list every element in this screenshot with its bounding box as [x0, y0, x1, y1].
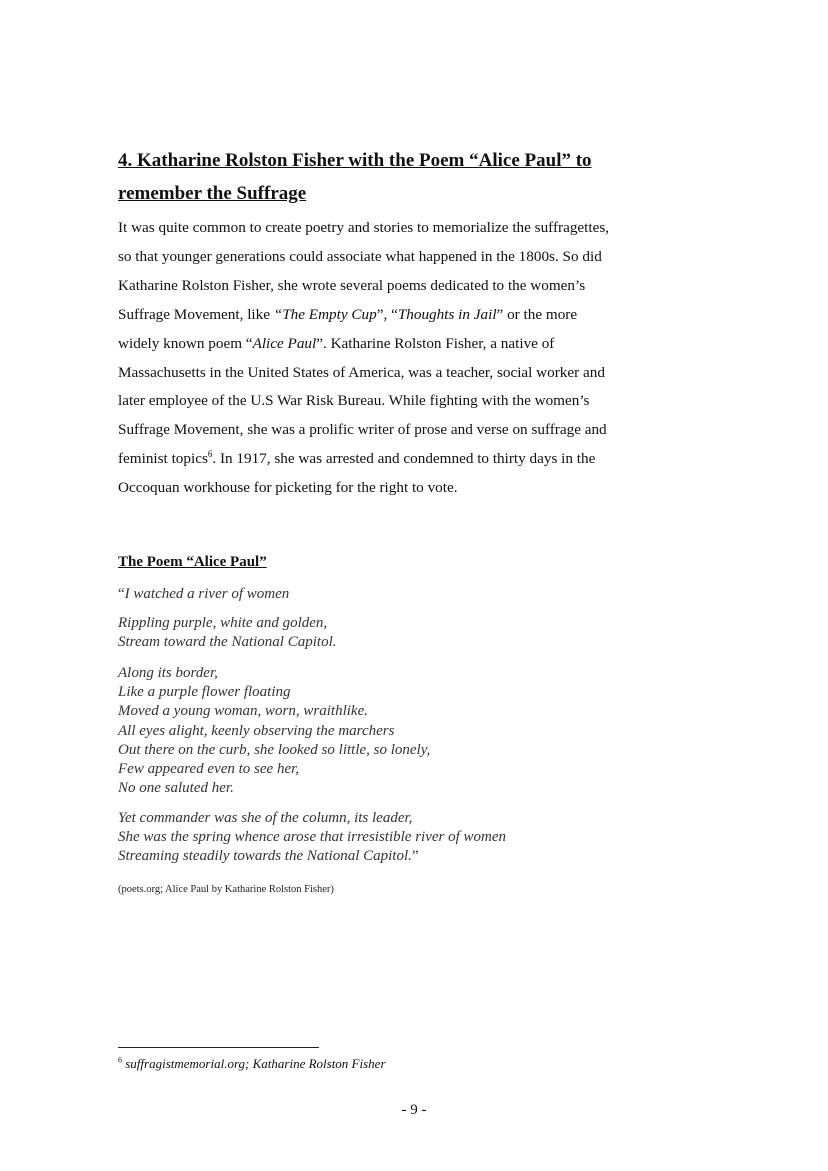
body-line: later employee of the U.S War Risk Bureau. While fighting with the women’s [118, 392, 590, 410]
body-line: It was quite common to create poetry and stories to memorialize the suffragettes, [118, 219, 610, 236]
page-number: - 9 - [401, 1102, 427, 1118]
footnote [118, 1056, 386, 1072]
poem-title: The Poem “Alice Paul” [118, 554, 267, 570]
body-text-run: ” or the more [496, 305, 578, 323]
poem-line: Out there on the curb, she looked so little, so lonely, [118, 741, 431, 758]
poem-line: No one saluted her. [118, 780, 234, 797]
poem-source-citation: (poets.org; Alice Paul by Katharine Rolston Fisher) [118, 884, 334, 895]
poem-line [118, 585, 678, 604]
body-line [118, 445, 678, 474]
poem-line: All eyes alight, keenly observing the marchers [118, 722, 395, 739]
poem-stanza-3 [118, 664, 678, 798]
poem-line: Yet commander was she of the column, its leader, [118, 810, 413, 826]
work-title-thoughts-in-jail: Thoughts in Jail [397, 305, 497, 323]
body-line: Katharine Rolston Fisher, she wrote several poems dedicated to the women’s [118, 276, 586, 294]
poem-close-quote: ” [411, 848, 419, 865]
footnote-divider [118, 1047, 319, 1048]
body-line [118, 330, 678, 359]
body-line: so that younger generations could associate what happened in the 1800s. So did [118, 247, 602, 265]
poem-line: Along its border, [118, 665, 218, 681]
body-line: Suffrage Movement, she was a prolific writer of prose and verse on suffrage and [118, 421, 607, 439]
footnote-reference[interactable]: 6 [207, 449, 213, 460]
work-title-empty-cup: “The Empty Cup [273, 305, 377, 323]
poem-line-text: Streaming steadily towards the National Capitol. [118, 848, 412, 865]
poem-line: Few appeared even to see her, [118, 761, 300, 778]
poem-line [118, 847, 678, 866]
poem-line: She was the spring whence arose that irresistible river of women [118, 829, 507, 846]
poem-line: Stream toward the National Capitol. [118, 634, 337, 651]
body-text-run: Suffrage Movement, like [118, 305, 274, 323]
body-line: Occoquan workhouse for picketing for the right to vote. [118, 479, 458, 497]
section-heading-line-2: remember the Suffrage [118, 183, 307, 204]
work-title-alice-paul: Alice Paul [252, 334, 317, 352]
poem-stanza-2 [118, 614, 678, 652]
section-heading-line-1: 4. Katharine Rolston Fisher with the Poem “Alice Paul” to [118, 150, 592, 171]
poem-stanza-1 [118, 585, 678, 604]
body-text-run: ”, “ [376, 305, 398, 323]
poem-stanza-4 [118, 809, 678, 867]
section-heading [118, 144, 718, 210]
body-text-run: ”. Katharine Rolston Fisher, a native of [316, 334, 555, 352]
poem-line: Like a purple flower floating [118, 684, 291, 701]
poem-line-text: I watched a river of women [124, 586, 290, 602]
body-paragraph [118, 214, 678, 503]
footnote-marker: 6 [118, 1055, 122, 1065]
poem-open-quote: “ [118, 586, 125, 602]
poem-line: Moved a young woman, worn, wraithlike. [118, 703, 368, 720]
body-text-run: widely known poem “ [118, 334, 253, 352]
footnote-text: suffragistmemorial.org; Katharine Rolston Fisher [125, 1056, 386, 1071]
body-text-run: . In 1917, she was arrested and condemned to thirty days in the [212, 450, 596, 468]
body-line: Massachusetts in the United States of America, was a teacher, social worker and [118, 363, 605, 381]
body-text-run: feminist topics [118, 450, 208, 468]
body-line [118, 301, 678, 330]
poem-line: Rippling purple, white and golden, [118, 615, 328, 631]
